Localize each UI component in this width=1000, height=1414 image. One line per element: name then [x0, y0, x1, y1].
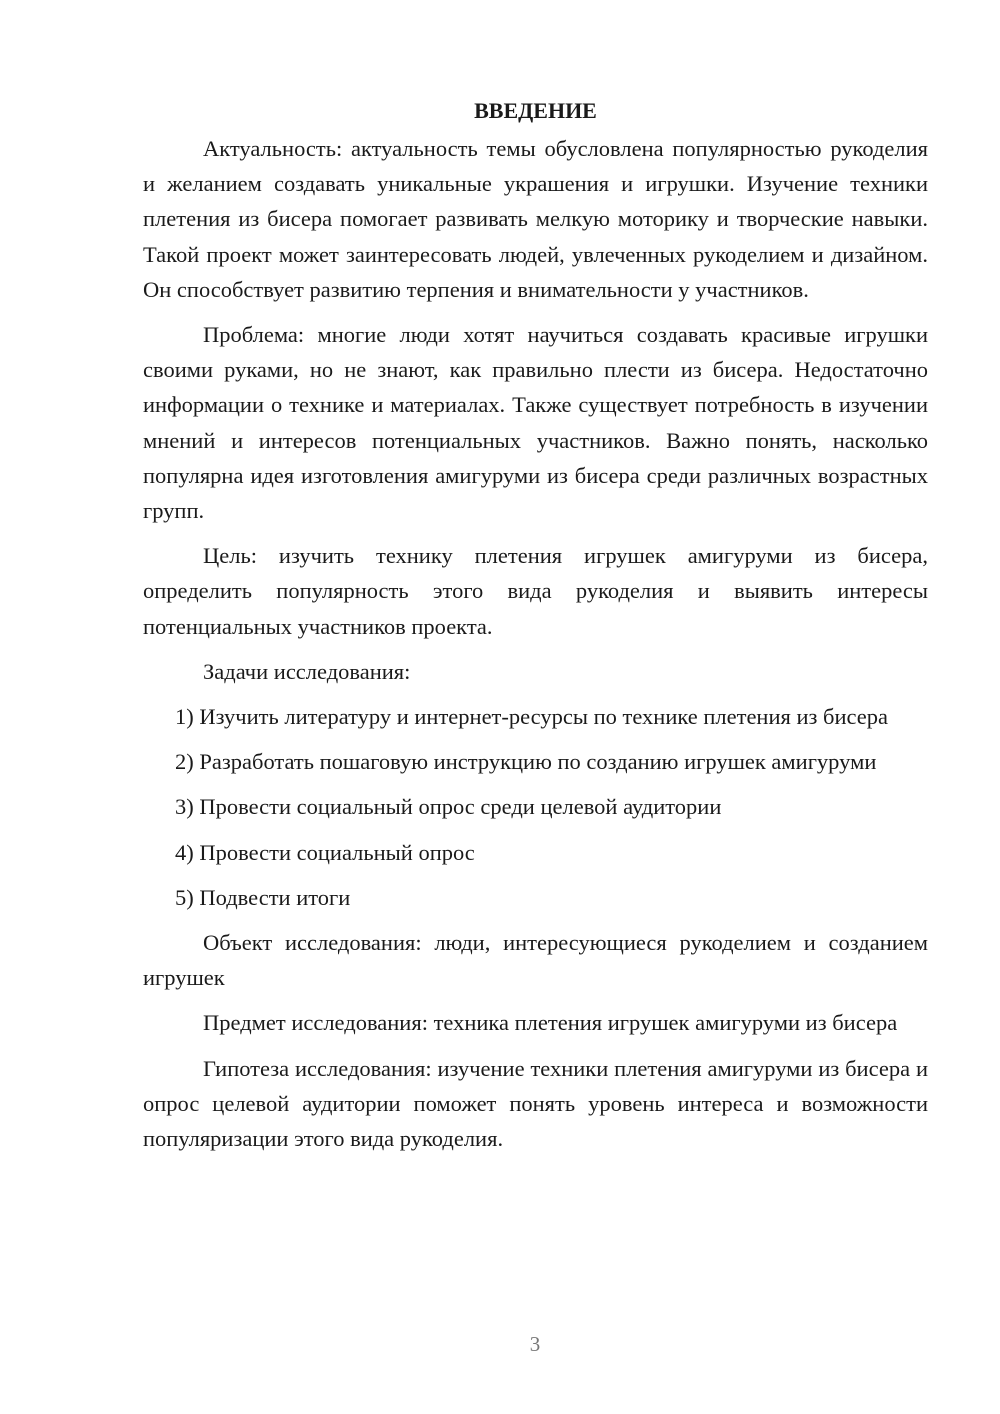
subject-paragraph: Предмет исследования: техника плетения игрушек амигуруми из бисера [203, 1010, 898, 1036]
goal-paragraph: Цель: изучить технику плетения игрушек амигуруми из бисера, определить популярность этого вида рукоделия и выявить интересы потенциальных участников проекта. [143, 543, 928, 639]
task-item-3: 3) Провести социальный опрос среди целевой аудитории [175, 794, 722, 820]
problem-paragraph: Проблема: многие люди хотят научиться создавать красивые игрушки своими руками, но не знают, как правильно плести из бисера. Недостаточно информации о технике и материалах. Также существует потребность в изучении мнений и интересов потенциальных участников. Важно понять, насколько популярна идея изготовления амигуруми из бисера среди различных возрастных групп. [143, 322, 928, 524]
hypothesis-paragraph: Гипотеза исследования: изучение техники плетения амигуруми из бисера и опрос целевой аудитории поможет понять уровень интереса и возможности популяризации этого вида рукоделия. [143, 1055, 928, 1152]
task-item-1: 1) Изучить литературу и интернет-ресурсы по технике плетения из бисера [175, 704, 889, 730]
section-title: ВВЕДЕНИЕ [474, 98, 597, 123]
task-item-4: 4) Провести социальный опрос [175, 839, 475, 865]
tasks-heading: Задачи исследования: [203, 658, 411, 684]
task-item-5: 5) Подвести итоги [175, 884, 351, 910]
page-number: 3 [529, 1332, 541, 1356]
page-content [143, 93, 928, 1166]
relevance-paragraph: Актуальность: актуальность темы обусловлена популярностью рукоделия и желанием создавать уникальные украшения и игрушки. Изучение техники плетения из бисера помогает развивать мелкую моторику и творческие навыки. Такой проект может заинтересовать людей, увлеченных рукоделием и дизайном. Он способствует развитию терпения и внимательности у участников. [143, 136, 928, 302]
task-item-2: 2) Разработать пошаговую инструкцию по созданию игрушек амигуруми [175, 749, 877, 775]
object-paragraph: Объект исследования: люди, интересующиеся рукоделием и созданием игрушек [143, 930, 928, 991]
